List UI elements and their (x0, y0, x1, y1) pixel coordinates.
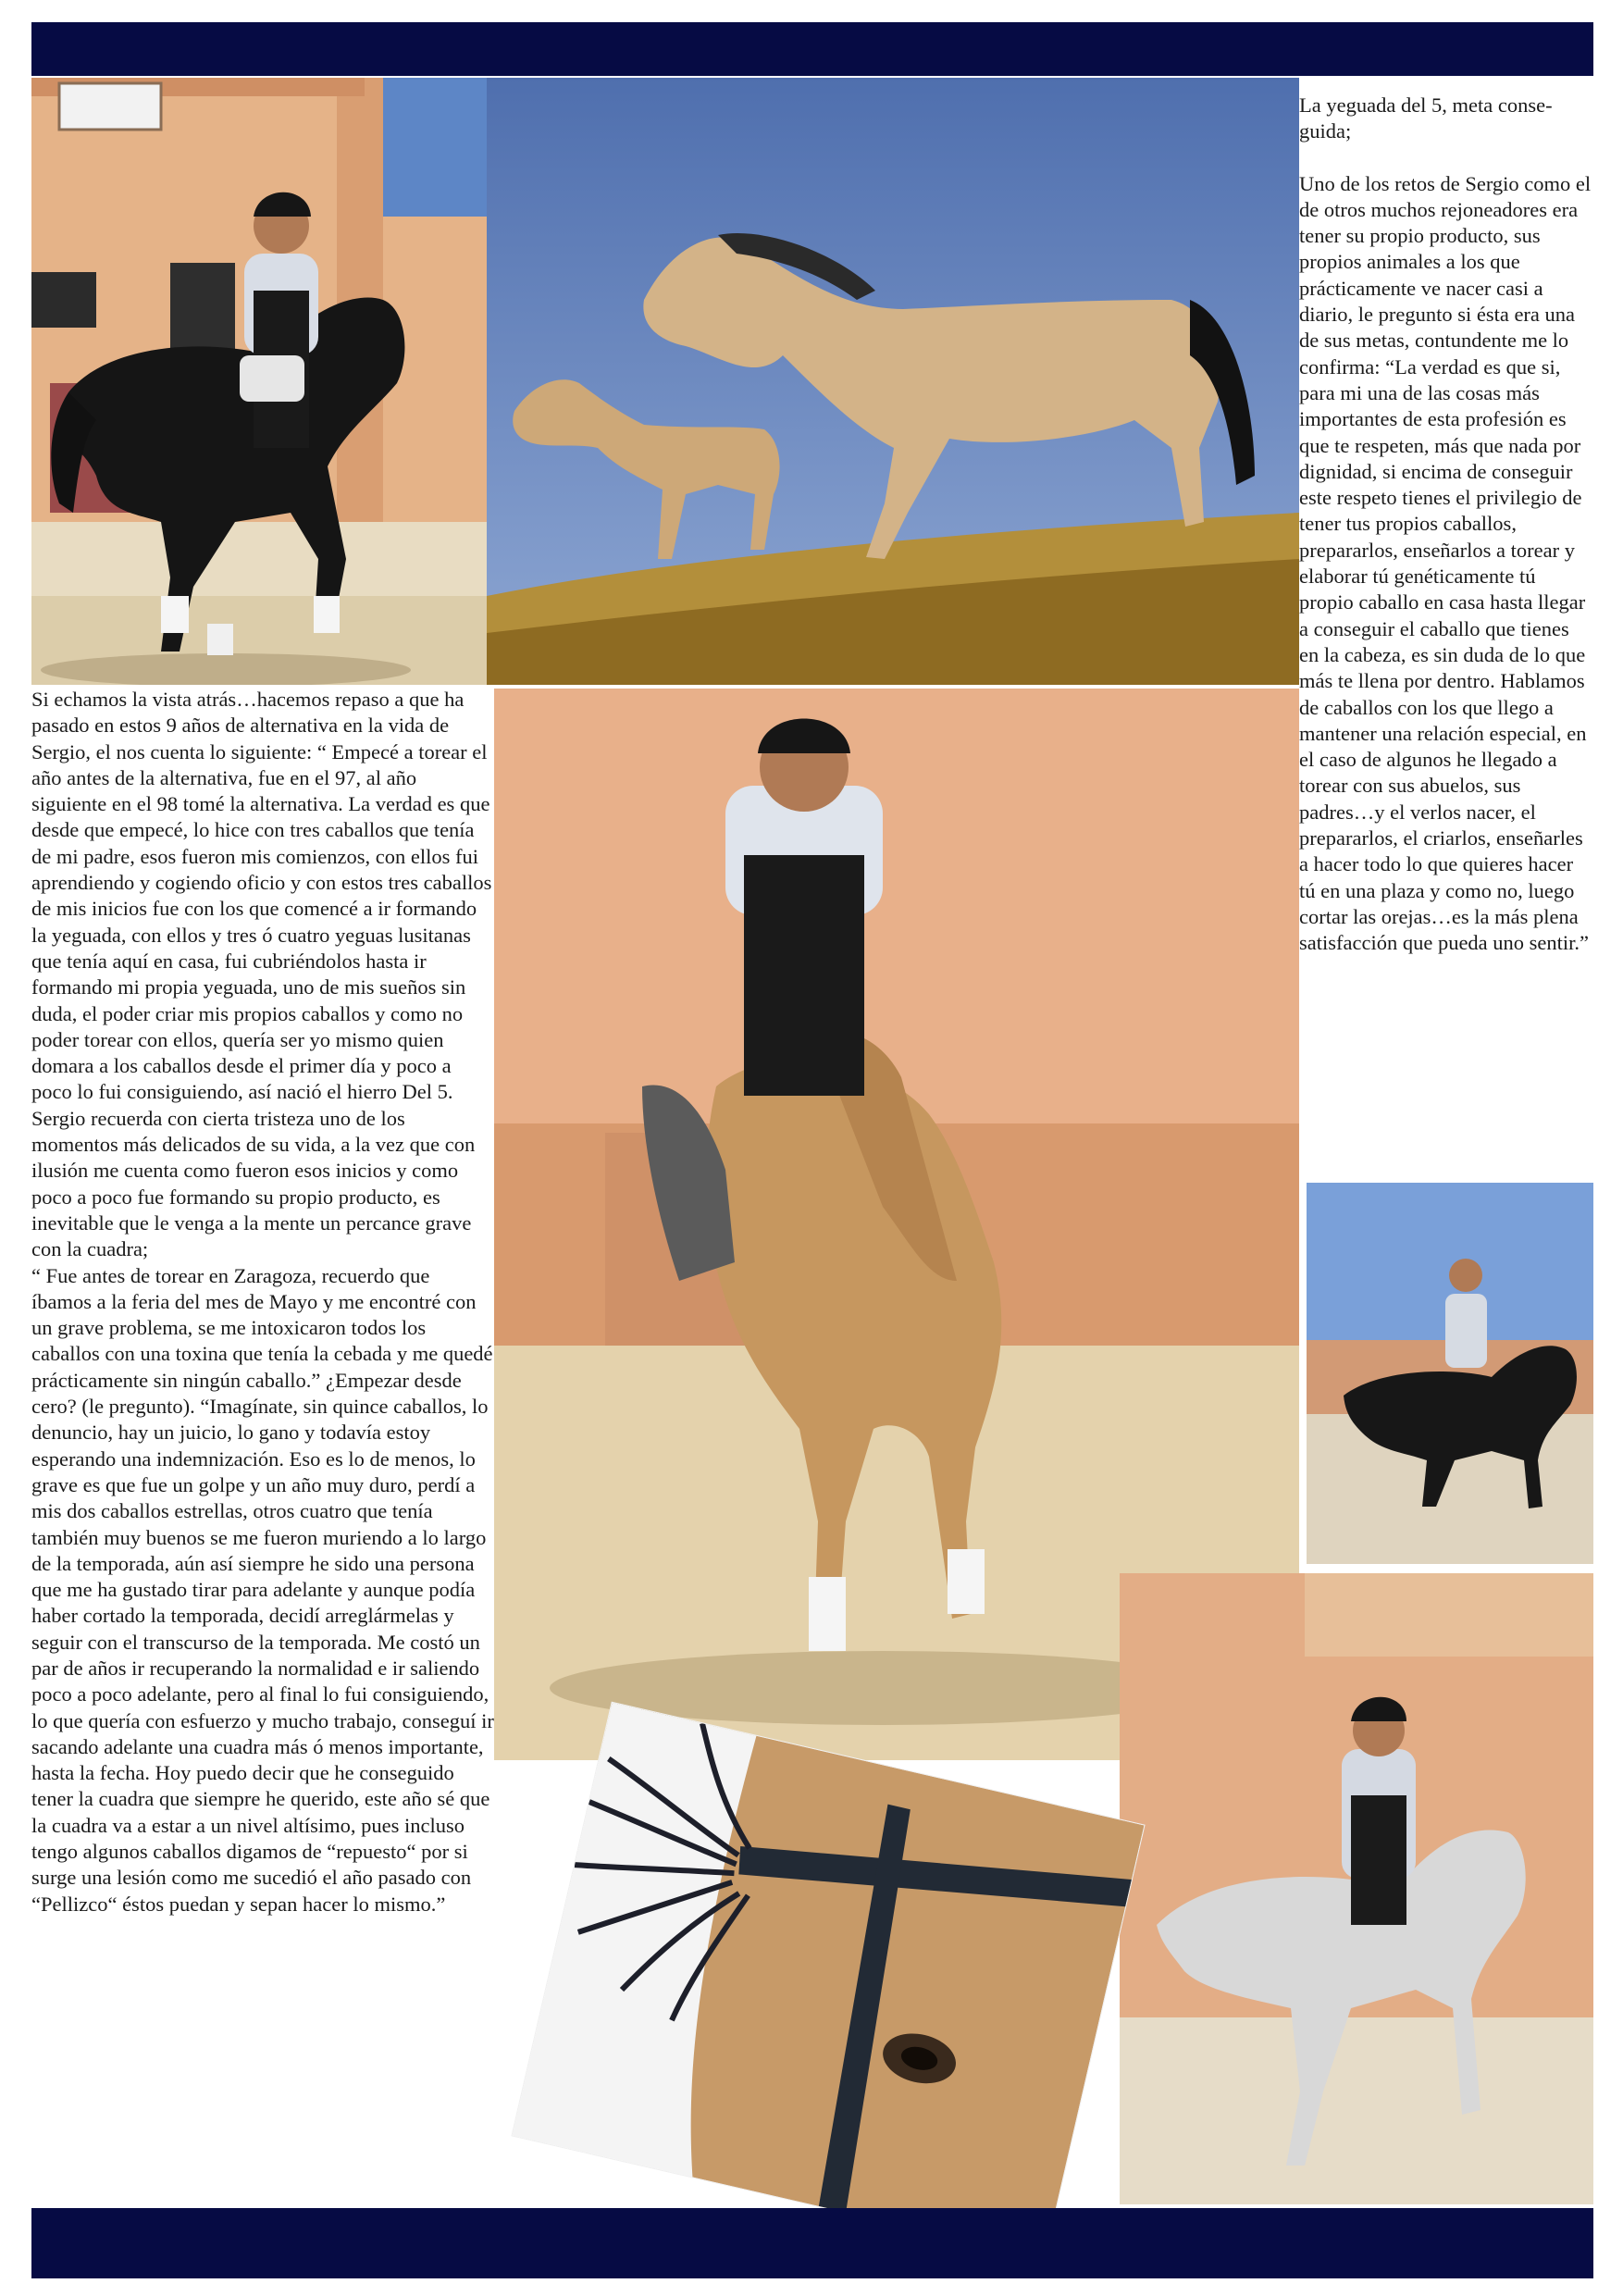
right-column-text (1299, 93, 1593, 957)
photo-mare-and-foal (487, 78, 1299, 685)
paragraph-2: Sergio recuerda con cierta tristeza uno de los momentos más delicados de su vida, a la vez que con ilusión me cuenta como fueron esos inicios y como poco a poco fue formando su propio producto, es inevitable que le venga a la mente un percance grave con la cuadra; (31, 1106, 476, 1261)
horse-eye-illustration (513, 1703, 1145, 2258)
photo-rider-black-horse-building (31, 78, 487, 685)
paragraph-3: “ Fue antes de torear en Zaragoza, recuerdo que íbamos a la feria del mes de Mayo y me encontré con un grave problema, se me intoxicaron todos los caballos con una toxina que tenía la cebada y me quedé prácticamente sin ningún caballo.” ¿Empezar desde cero? (le pregunto). “Imagínate, sin quince caballos, lo denuncio, hay un juicio, lo gano y todavía estoy esperando una indemnización. Eso es lo de menos, lo grave es que fue un golpe y un año muy duro, perdí a mis dos caballos estrellas, otros cuatro que tenía también muy buenos se me fueron muriendo a lo largo de la temporada, aún así siempre he sido una persona que me ha gustado tirar para adelante y aunque podía haber cortado la temporada, decidí arreglármelas y seguir con el transcurso de la temporada. Me costó un par de años ir recuperando la normalidad e ir saliendo poco a poco adelante, pero al final lo fui consiguiendo, lo que quería con esfuerzo y mucho trabajo, conseguí ir sacando adelante una cuadra más ó menos importante, hasta la fecha. Hoy puedo decir que he conseguido tener la cuadra que siempre he querido, este año sé que la cuadra va a estar a un nivel altísimo, pues incluso tengo algunos caballos digamos de “repuesto“ por si surge una lesión como me sucedió el año pasado con “Pellizco“ éstos puedan y sepan hacer lo mismo.” (31, 1263, 494, 1916)
section-heading: La yeguada del 5, meta conse-guida; (1299, 93, 1553, 143)
small-black-horse-illustration (1307, 1183, 1593, 1564)
mare-foal-illustration (487, 78, 1299, 685)
rider-black-horse-illustration (31, 78, 487, 685)
bottom-banner (31, 2208, 1593, 2278)
photo-rider-black-horse-arena (1307, 1183, 1593, 1564)
paragraph-1: Si echamos la vista atrás…hacemos repaso a que ha pasado en estos 9 años de alternativa en la vida de Sergio, el nos cuenta lo siguiente: “ Empecé a torear el año antes de la alternativa, fue en el 97, al año siguiente en el 98 tomé la alternativa. La verdad es que desde que empecé, lo hice con tres caballos que tenía de mi padre, esos fueron mis comienzos, con ellos fui aprendiendo y cogiendo oficio y con estos tres caballos de mis inicios fue con los que comencé a ir formando la yeguada, con ellos y tres ó cuatro yeguas lusitanas que tenía aquí en casa, fui cubriéndolos hasta ir formando mi propia yeguada, uno de mis sueños sin duda, el poder criar mis propios caballos y como no poder torear con ellos, quería ser yo mismo quien domara a los caballos desde el primer día y poco a poco lo fui consiguiendo, así nació el hierro Del 5. (31, 688, 492, 1104)
top-banner (31, 22, 1593, 76)
photo-rider-grey-horse (1120, 1573, 1593, 2204)
right-column-body: Uno de los retos de Sergio como el de otros muchos rejoneadores era tener su propio producto, sus propios animales a los que prácticamente ve nacer casi a diario, le pregunto si ésta era una de sus metas, contundente me lo confirma: “La verdad es que si, para mi una de las cosas más importantes de esta profesión es que te respeten, más que nada por dignidad, si encima de conseguir este respeto tienes el privilegio de tener tus propios caballos, prepararlos, enseñarlos a torear y elaborar tú genéticamente tú propio caballo en casa hasta llegar a conseguir el caballo que tienes en la cabeza, es sin duda de lo que más te llena por dentro. Hablamos de caballos con los que llego a mantener una relación especial, en el caso de algunos he llegado a torear con sus abuelos, sus padres…y el verlos nacer, el prepararlos, el criarlos, enseñarles a hacer todo lo que quieres hacer tú en una plaza y como no, luego cortar las orejas…es la más plena satisfacción que pueda uno sentir.” (1299, 171, 1592, 955)
grey-horse-illustration (1120, 1573, 1593, 2204)
photo-horse-eye-closeup (513, 1703, 1145, 2258)
left-column-text (31, 687, 494, 1917)
